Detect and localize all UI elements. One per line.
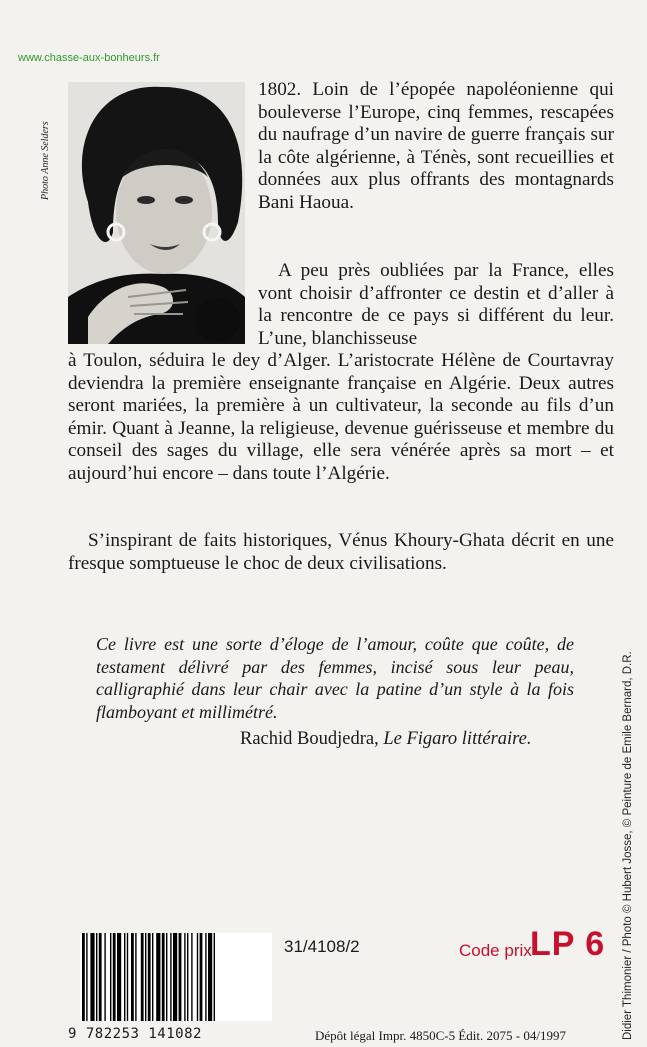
barcode-bar	[135, 933, 136, 1021]
barcode-bar	[173, 933, 177, 1021]
paragraph-intro: 1802. Loin de l’épopée napoléonienne qui bouleverse l’Europe, cinq femmes, rescapées du naufrage d’un navire de guerre français sur la côte algérienne, à Ténès, sont recueillies et données aux plus offrants des montagnards Bani Haoua.	[258, 79, 614, 213]
paragraph-inspiration: S’inspirant de faits historiques, Vénus Khoury-Ghata décrit en une fresque somptueuse le choc de deux civilisations.	[68, 530, 614, 574]
price-label: Code prix	[459, 941, 532, 960]
barcode-bar	[148, 933, 151, 1021]
barcode-bar	[86, 933, 87, 1021]
barcode-bar	[141, 933, 144, 1021]
review-quote: Ce livre est une sorte d’éloge de l’amour, coûte que coûte, de testament délivré par des femmes, incisé sous leur peau, calligraphié dans leur chair avec la patine d’un style à la fois flamboyant et millimétré.	[96, 634, 574, 722]
barcode-bar	[187, 933, 188, 1021]
barcode-bar	[131, 933, 134, 1021]
paragraph-fates: à Toulon, séduira le dey d’Alger. L’aristocrate Hélène de Courtavray deviendra la première enseignante française en Algérie. Deux autres seront mariées, la première à un cultivateur, la seconde au fils d’un émir. Quant à Jeanne, la religieuse, devenue guérisseuse et membre du conseil des sages du village, elle sera vénérée après sa mort – et aujourd’hui encore – dans toute l’Algérie.	[68, 350, 614, 484]
barcode-bar	[208, 933, 212, 1021]
barcode-bar	[162, 933, 165, 1021]
price-code: LP 6	[530, 925, 606, 963]
barcode-bar	[127, 933, 128, 1021]
barcode-bar	[113, 933, 116, 1021]
barcode-digits: 9 782253 141082	[68, 1026, 202, 1042]
barcode-bar	[184, 933, 185, 1021]
author-photo	[68, 82, 245, 344]
barcode-bar	[205, 933, 206, 1021]
barcode	[80, 933, 272, 1021]
isbn-code: 31/4108/2	[284, 937, 360, 956]
barcode-bar	[96, 933, 97, 1021]
barcode-bar	[200, 933, 203, 1021]
barcode-bar	[166, 933, 167, 1021]
paragraph-women: A peu près oubliées par la France, elles vont choisir d’affronter ce destin et d’aller à la rencontre de ce pays si différent du leur. L’une, blanchisseuse	[258, 260, 614, 349]
barcode-bar	[191, 933, 192, 1021]
cover-credits: Didier Thimonier / Photo © Hubert Josse, © Peinture de Emile Bernard, D.R.	[622, 651, 634, 1040]
barcode-bar	[156, 933, 160, 1021]
barcode-bar	[110, 933, 111, 1021]
barcode-bar	[99, 933, 102, 1021]
quote-publication: Le Figaro littéraire.	[383, 729, 532, 749]
barcode-bar	[124, 933, 125, 1021]
barcode-bar	[179, 933, 182, 1021]
barcode-bar	[90, 933, 94, 1021]
photo-credit: Photo Anne Selders	[40, 121, 51, 200]
barcode-bar	[117, 933, 121, 1021]
barcode-bar	[152, 933, 153, 1021]
barcode-bar	[214, 933, 215, 1021]
barcode-bar	[170, 933, 171, 1021]
quote-author: Rachid Boudjedra,	[240, 729, 379, 749]
barcode-bar	[82, 933, 85, 1021]
barcode-bar	[104, 933, 105, 1021]
legal-deposit: Dépôt légal Impr. 4850C-5 Édit. 2075 - 04/1997	[315, 1028, 566, 1043]
barcode-bar	[197, 933, 198, 1021]
barcode-bar	[145, 933, 146, 1021]
watermark: www.chasse-aux-bonheurs.fr	[18, 52, 160, 64]
review-attribution	[240, 729, 532, 750]
